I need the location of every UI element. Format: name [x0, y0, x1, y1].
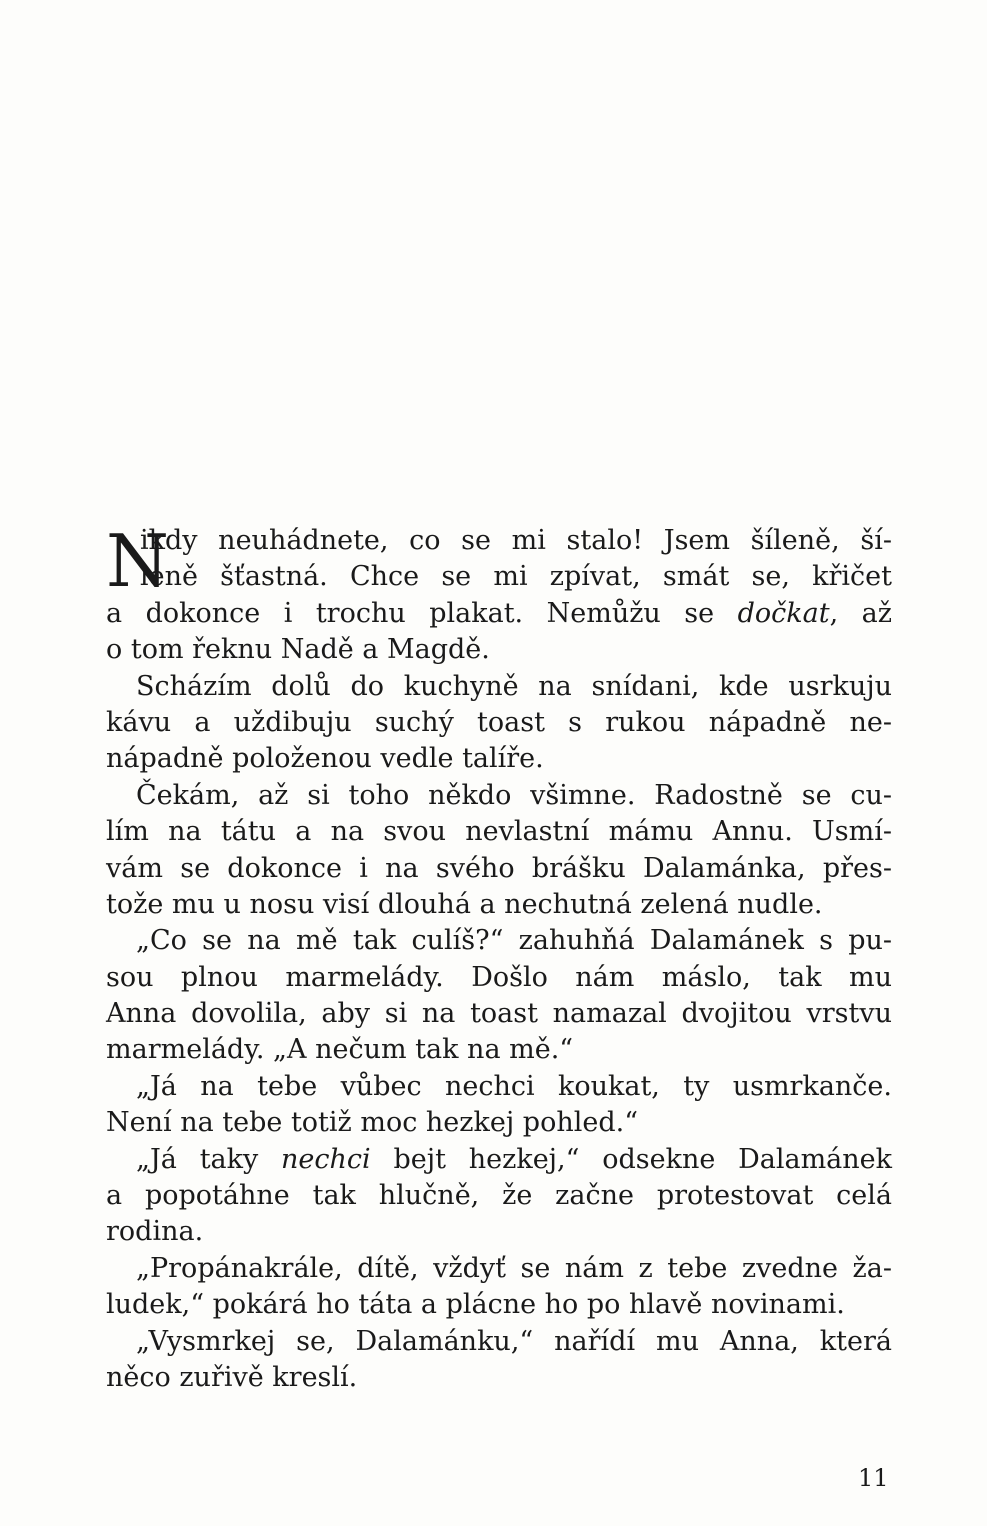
drop-cap-letter: N — [106, 519, 169, 603]
text-line: nápadně položenou vedle talíře. — [106, 743, 544, 775]
text-line: a popotáhne tak hlučně, že začne protestovat celá — [106, 1180, 892, 1212]
text-line: tože mu u nosu visí dlouhá a nechutná zelená nudle. — [106, 888, 823, 920]
text-line: „Já taky nechci bejt hezkej,“ odsekne Dalamánek — [136, 1143, 893, 1175]
text-line: kávu a uždibuju suchý toast s rukou nápadně ne- — [106, 706, 892, 738]
text-line: Scházím dolů do kuchyně na snídani, kde usrkuju — [136, 670, 892, 702]
text-line: a dokonce i trochu plakat. Nemůžu se dočkat, až — [106, 597, 892, 629]
body-text — [106, 519, 893, 1396]
text-line: sou plnou marmelády. Došlo nám máslo, tak mu — [106, 961, 892, 993]
text-line: ludek,“ pokárá ho táta a plácne ho po hlavě novinami. — [106, 1289, 845, 1321]
text-line: „Propánakrále, dítě, vždyť se nám z tebe zvedne ža- — [136, 1252, 892, 1284]
text-line: marmelády. „A nečum tak na mě.“ — [106, 1034, 574, 1066]
text-line: něco zuřivě kreslí. — [106, 1361, 358, 1393]
text-line: ikdy neuhádnete, co se mi stalo! Jsem šíleně, ší- — [140, 525, 892, 556]
text-line: o tom řeknu Nadě a Magdě. — [106, 634, 490, 666]
text-line: Čekám, až si toho někdo všimne. Radostně se cu- — [136, 779, 892, 811]
text-line: Anna dovolila, aby si na toast namazal dvojitou vrstvu — [106, 998, 892, 1030]
text-line: „Vysmrkej se, Dalamánku,“ nařídí mu Anna, která — [136, 1325, 892, 1357]
text-line: vám se dokonce i na svého brášku Dalamánka, přes- — [106, 852, 892, 884]
page-number: 11 — [858, 1464, 889, 1492]
text-line: „Já na tebe vůbec nechci koukat, ty usmrkanče. — [136, 1070, 892, 1102]
emphasis-word: nechci — [281, 1143, 371, 1175]
text-line: rodina. — [106, 1216, 204, 1248]
text-line: Není na tebe totiž moc hezkej pohled.“ — [106, 1107, 639, 1139]
text-line: leně šťastná. Chce se mi zpívat, smát se, křičet — [140, 561, 892, 593]
emphasis-word: dočkat — [737, 597, 830, 629]
text-line: „Co se na mě tak culíš?“ zahuhňá Dalamánek s pu- — [136, 925, 892, 957]
text-line: lím na tátu a na svou nevlastní mámu Annu. Usmí- — [106, 816, 892, 848]
